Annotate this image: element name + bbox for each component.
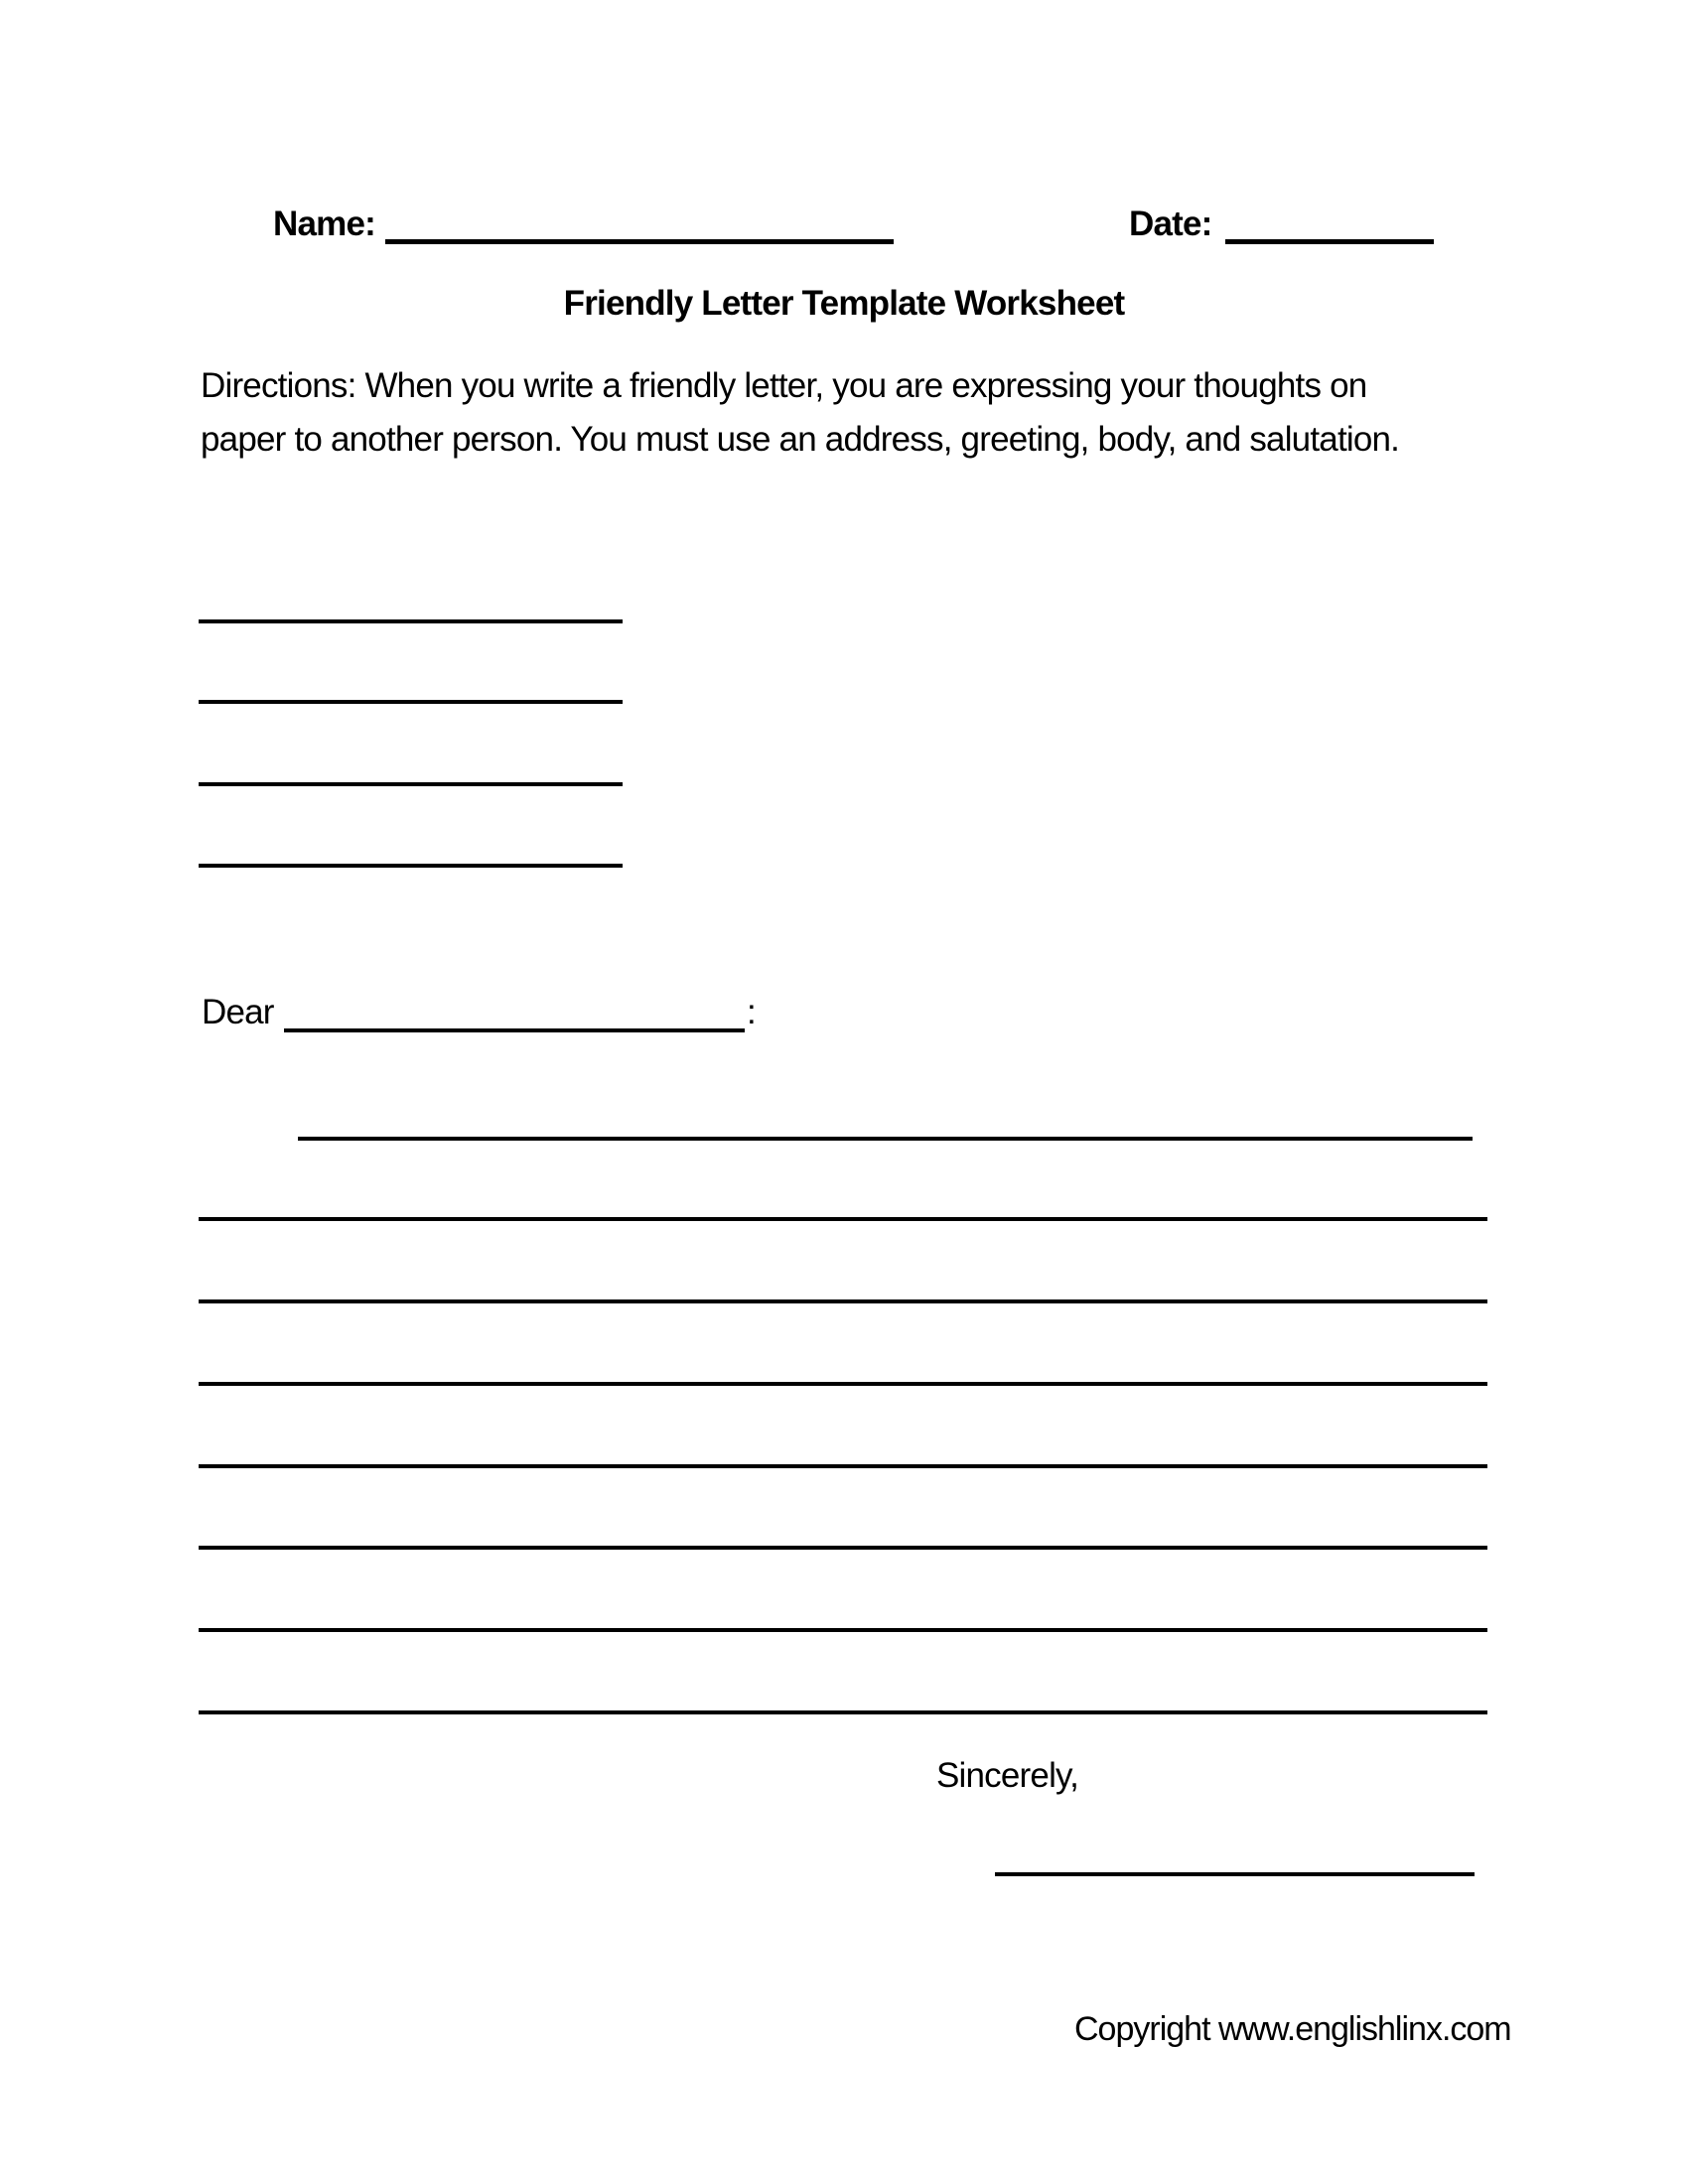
body-blank-line[interactable] — [199, 1628, 1487, 1632]
greeting-recipient-blank-field[interactable] — [284, 1028, 745, 1032]
address-blank-line[interactable] — [199, 864, 623, 868]
body-blank-line[interactable] — [199, 1299, 1487, 1303]
address-blank-line[interactable] — [199, 700, 623, 704]
body-blank-line[interactable] — [199, 1546, 1487, 1550]
signature-blank-field[interactable] — [995, 1872, 1475, 1876]
greeting-label: Dear — [202, 993, 274, 1031]
body-blank-line[interactable] — [199, 1464, 1487, 1468]
date-label: Date: — [1129, 205, 1212, 243]
closing-label: Sincerely, — [936, 1756, 1079, 1795]
body-blank-line[interactable] — [199, 1217, 1487, 1221]
date-blank-field[interactable] — [1225, 239, 1434, 244]
name-label: Name: — [273, 205, 375, 243]
greeting-punctuation: : — [747, 993, 756, 1031]
body-first-indented-blank-line[interactable] — [298, 1137, 1473, 1141]
directions-line-2: paper to another person. You must use an address, greeting, body, and salutation. — [201, 420, 1400, 459]
directions-paragraph — [201, 359, 1399, 467]
copyright-text: Copyright www.englishlinx.com — [1074, 2010, 1511, 2048]
address-blank-line[interactable] — [199, 619, 623, 623]
page-title: Friendly Letter Template Worksheet — [563, 284, 1125, 323]
address-blank-line[interactable] — [199, 782, 623, 786]
body-blank-line[interactable] — [199, 1382, 1487, 1386]
directions-line-1: Directions: When you write a friendly letter, you are expressing your thoughts on — [201, 366, 1367, 405]
name-blank-field[interactable] — [385, 239, 894, 244]
body-blank-line[interactable] — [199, 1710, 1487, 1714]
